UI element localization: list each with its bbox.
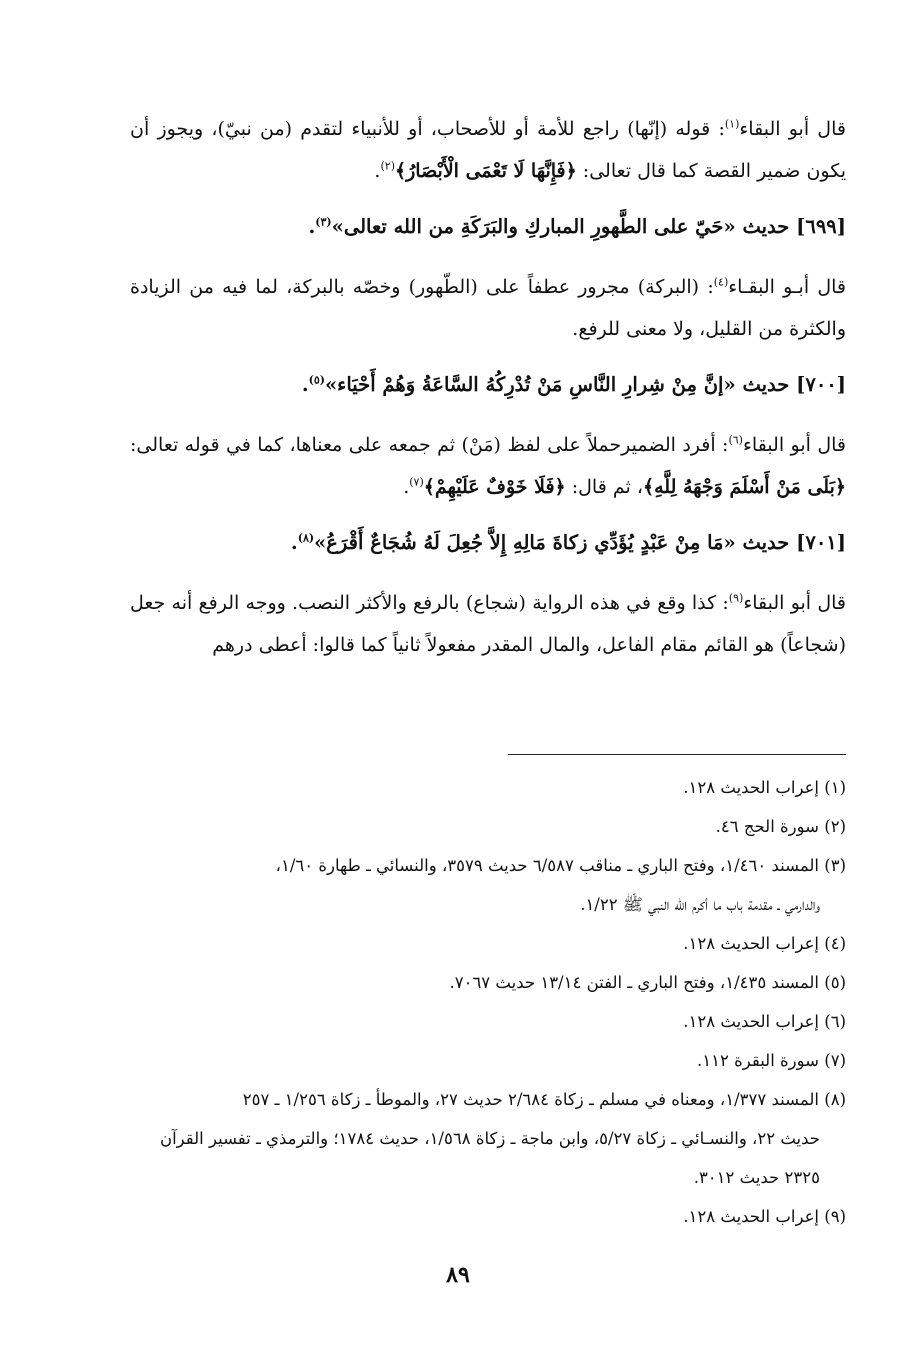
- footnote-text: المسند ١/٤٦٠، وفتح الباري ـ مناقب ٦/٥٨٧ حديث ٣٥٧٩، والنسائي ـ طهارة ١/٦٠،: [275, 856, 819, 875]
- footnote: [130, 963, 846, 1002]
- paragraph-1: [130, 108, 846, 192]
- hadith-text: حديث «إنَّ مِنْ شِرارِ النَّاسِ مَنْ تُدْرِكُهُ السَّاعَةُ وَهُمْ أَحْيَاء»: [324, 373, 797, 396]
- hadith-text: حديث «حَيّ على الطَّهورِ المباركِ والبَرَكَةِ من الله تعالى»: [331, 215, 797, 238]
- footnote-continuation: حديث ٢٢، والنسـائي ـ زكاة ٥/٢٧، وابن ماجة ـ زكاة ١/٥٦٨، حديث ١٧٨٤؛ والترمذي ـ تفسير القرآن ٢٣٢٥ حديث ٣٠١٢.: [159, 1129, 820, 1187]
- footnote-ref: (٧): [409, 475, 424, 489]
- footnote-ref: (٣): [315, 215, 332, 229]
- hadith-number: [٦٩٩]: [796, 215, 846, 238]
- footnote-text: إعراب الحديث ١٢٨.: [683, 1207, 819, 1226]
- footnote-id: (٥): [824, 973, 846, 992]
- footnote: [130, 807, 846, 846]
- footnote-text: المسند ١/٤٣٥، وفتح الباري ـ الفتن ١٣/١٤ حديث ٧٠٦٧.: [449, 973, 819, 992]
- speaker: قال أبو البقاء: [743, 592, 846, 614]
- footnote-text: إعراب الحديث ١٢٨.: [683, 934, 819, 953]
- hadith-text: حديث «مَا مِنْ عَبْدٍ يُؤَدِّي زكاةَ مَالِهِ إِلاَّ جُعِلَ لَهُ شُجَاعٌ أَقْرَعُ»: [314, 531, 797, 554]
- punctuation: .: [374, 160, 381, 182]
- footnote: [130, 1041, 846, 1080]
- hadith-699: [130, 206, 846, 248]
- quran-verse: ﴿فَلَا خَوْفٌ عَلَيْهِمْ﴾: [423, 476, 566, 498]
- paragraph-2: [130, 266, 846, 350]
- footnote-ref: (١): [724, 117, 740, 131]
- speaker: قال أبو البقاء: [742, 434, 846, 456]
- speaker: قال أبو البقاء: [739, 118, 846, 140]
- footnote-text: سورة الحج ٤٦.: [715, 817, 819, 836]
- paragraph-4: [130, 582, 846, 666]
- footnote-id: (٤): [824, 934, 846, 953]
- footnote: [130, 1080, 846, 1197]
- punctuation: .: [403, 476, 410, 498]
- footnote-text: إعراب الحديث ١٢٨.: [683, 778, 819, 797]
- main-text: [130, 108, 846, 680]
- footnote-id: (٧): [824, 1051, 846, 1070]
- footnote-ref: (٦): [728, 433, 743, 447]
- footnote-id: (٢): [824, 817, 846, 836]
- hadith-number: [٧٠٠]: [796, 373, 846, 396]
- footnote-id: (٨): [824, 1090, 846, 1109]
- footnote-id: (٦): [824, 1012, 846, 1031]
- hadith-700: [130, 364, 846, 406]
- paragraph-text: : كذا وقع في هذه الرواية (شجاع) بالرفع والأكثر النصب. ووجه الرفع أنه جعل (شجاعاً) هو القائم مقام الفاعل، والمال المقدر مفعولاً ثانياً كما قالوا: أعطى درهم: [130, 592, 846, 656]
- hadith-701: [130, 522, 846, 564]
- punctuation: .: [301, 373, 309, 396]
- paragraph-text: : قوله (إنّها) راجع للأمة أو للأصحاب، أو للأنبياء لتقدم (من نبيّ)، ويجوز أن يكون ضمير القصة كما قال تعالى:: [130, 118, 846, 182]
- footnote: [130, 768, 846, 807]
- footnotes: [130, 768, 846, 1236]
- footnote-continuation: والدارمي ـ مقدمة باب ما أكرم الله النبي ﷺ ١/٢٢.: [580, 895, 820, 914]
- paragraph-text: : (البركة) مجرور عطفاً على (الطّهور) وخصّه بالبركة، لما فيه من الزيادة والكثرة من القليل، ولا معنى للرفع.: [130, 276, 846, 340]
- footnote-text: إعراب الحديث ١٢٨.: [683, 1012, 819, 1031]
- punctuation: .: [290, 531, 298, 554]
- footnote: [130, 846, 846, 924]
- footnote-text: سورة البقرة ١١٢.: [697, 1051, 819, 1070]
- quran-verse: ﴿فَإِنَّهَا لَا تَعْمَى الْأَبْصَارُ﴾: [394, 160, 577, 182]
- footnote-id: (٩): [824, 1207, 846, 1226]
- paragraph-text: ، ثم قال:: [565, 476, 643, 498]
- footnote: [130, 1197, 846, 1236]
- footnote-ref: (٩): [728, 591, 744, 605]
- footnote-ref: (٤): [713, 275, 729, 289]
- hadith-number: [٧٠١]: [796, 531, 846, 554]
- footnote-ref: (٥): [308, 373, 325, 387]
- footnote-divider: [508, 754, 846, 755]
- paragraph-text: : أفرد الضميرحملاً على لفظ (مَنْ) ثم جمعه على معناها، كما في قوله تعالى:: [130, 434, 729, 456]
- punctuation: .: [308, 215, 316, 238]
- page-number: ٨٩: [446, 1262, 470, 1288]
- speaker: قال أبـو البقـاء: [728, 276, 846, 298]
- quran-verse: ﴿بَلَى مَنْ أَسْلَمَ وَجْهَهُ لِلَّهِ﴾: [642, 476, 846, 498]
- footnote-id: (٣): [824, 856, 846, 875]
- footnote-ref: (٢): [380, 159, 395, 173]
- footnote: [130, 1002, 846, 1041]
- footnote: [130, 924, 846, 963]
- paragraph-3: [130, 424, 846, 508]
- footnote-text: المسند ١/٣٧٧، ومعناه في مسلم ـ زكاة ٢/٦٨٤ حديث ٢٧، والموطأ ـ زكاة ١/٢٥٦ ـ ٢٥٧: [242, 1090, 819, 1109]
- footnote-ref: (٨): [297, 531, 315, 545]
- footnote-id: (١): [824, 778, 846, 797]
